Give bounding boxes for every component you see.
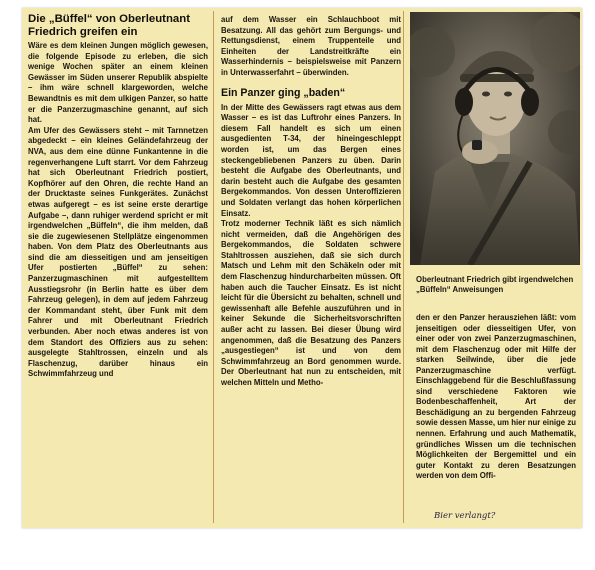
- soldier-photo: [410, 12, 580, 265]
- soldier-photo-illustration: [410, 12, 580, 265]
- handwritten-note: Bier verlangt?: [434, 511, 496, 521]
- column-rule: [403, 11, 404, 523]
- article-paragraph: In der Mitte des Gewässers ragt etwas aus dem Wasser – es ist das Luftrohr eines Panzers. In diesem Fall handelt es sich um einen ausgedienten T-34, der hineingeschleppt worden ist, um das Bergen eines steckengebliebenen Panzers zu üben. Darin besteht die Aufgabe des Oberleutnants, und darin besteht auch die Aufgabe des gesamten Bergekommandos. Von dessen Unteroffizieren und Soldaten verlangt das hohen körperlichen Einsatz.: [221, 102, 401, 218]
- newspaper-clipping: [22, 8, 582, 528]
- article-headline: Die „Büffel“ von Oberleutnant Friedrich greifen ein: [28, 13, 191, 38]
- article-column-2: [221, 15, 401, 389]
- article-subheading: Ein Panzer ging „baden“: [221, 86, 346, 99]
- article-paragraph: Trotz moderner Technik läßt es sich nämlich nicht vermeiden, daß die Angehörigen des Bergekommandos, die Soldaten schwere Stahltrossen ausziehen, daß sie sich durch Matsch und Lehm mit den Schäkeln oder mit dem Flaschenzug hindurcharbeiten müssen. Oft haben auch die Taucher Einsatz. Es ist nicht leicht für die Übersicht zu behalten, schnell und gewissenhaft alle Befehle auszuführen und in keiner Sekunde die Sicherheitsvorschriften außer acht zu lassen. Bei dieser Übung wird angenommen, daß die Besatzung des Panzers „ausgestiegen“ ist und von dem Schwimmfahrzeug an Bord genommen wurde. Der Oberleutnant hat nun zu entscheiden, mit welchen Mitteln und Metho-: [221, 219, 401, 387]
- article-paragraph: den er den Panzer herausziehen läßt: vom jenseitigen oder diesseitigen Ufer, von einer oder von zwei Panzerzugmaschinen, mit dem Flaschenzug oder mit Hilfe der starken Seilwinde, über die jede Panzerzugmaschine verfügt. Einschlaggebend für die Beschlußfassung sind verschiedene Faktoren wie Bodenbeschaffenheit, Art der Beschädigung an zu bergenden Fahrzeug sowie dessen Masse, um hier nur einige zu nennen. Erfahrung und auch Mathematik, gründliches Wissen um die technischen Möglichkeiten der Bergemittel und ein guter Kontakt zu deren Besatzungen werden von dem Offi-: [416, 313, 576, 481]
- article-paragraph: Wäre es dem kleinen Jungen möglich gewesen, die folgende Episode zu erleben, die sich wenige Wochen später an einem kleinen Gewässer im Süden unserer Republik abspielte – ihm wäre schnell klargeworden, welche Bewandtnis es mit dem ulkigen Panzer, so hatte er die Panzerzugmaschine genannt, auf sich hat.: [28, 41, 208, 125]
- article-paragraph: Am Ufer des Gewässers steht – mit Tarnnetzen abgedeckt – ein kleines Geländefahrzeug der NVA, aus dem eine dünne Funkantenne in die regenverhangene Luft starrt. Vor dem Fahrzeug hat sich Oberleutnant Friedrich postiert, Kopfhörer auf den Ohren, die rechte Hand an der Drucktaste seines Funkgerätes. Zunächst etwas aufgeregt – es ist seine erste derartige Aufgabe –, dann ruhiger werdend spricht er mit irgendwelchen „Büffeln“, die ihm melden, daß sie die zugewiesenen Stellplätze eingenommen haben. Von dem Platz des Oberleutnants aus sind die am diesseitigen und am jenseitigen Ufer postierten „Büffel“ zu sehen: Panzerzugmaschinen mit aufgestelltem Ausstiegsrohr (in Berlin hatte es über dem Fahrzeug gelegen), in dem auf jedem Fahrzeug der Kommandant steht, über Funk mit dem Fahrer und mit Oberleutnant Friedrich verbunden. Aber noch etwas anderes ist von dem Standort des Offiziers aus zu sehen: ausgelegte Stahltrossen, einzeln und als Flaschenzug, darüber hinaus ein Schwimmfahrzeug und: [28, 125, 208, 379]
- article-paragraph: auf dem Wasser ein Schlauchboot mit Besatzung. All das gehört zum Bergungs- und Rettungsdienst, einem Truppenteile und Einheiten der Landstreitkräfte ein Wasserhindernis – beispielsweise mit Panzern in Unterwasserfahrt – überwinden.: [221, 15, 401, 77]
- column-rule: [213, 11, 214, 523]
- photo-caption: Oberleutnant Friedrich gibt irgendwelchen „Büffeln“ Anweisungen: [416, 275, 574, 295]
- article-column-1: [28, 13, 208, 380]
